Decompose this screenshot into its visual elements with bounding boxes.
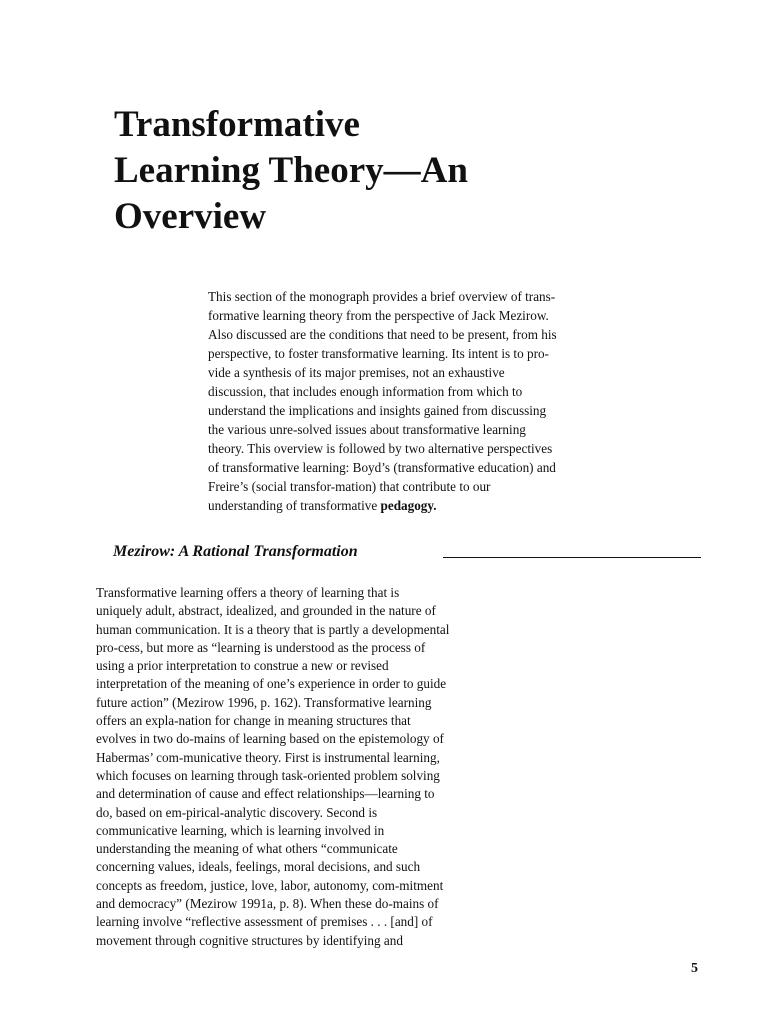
section-heading: Mezirow: A Rational Transformation: [113, 543, 358, 560]
body-line: concepts as freedom, justice, love, labor, autonomy, com-mitment: [96, 877, 444, 893]
body-line: pro-cess, but more as “learning is understood as the process of: [96, 639, 426, 655]
body-line: using a prior interpretation to construe a new or revised: [96, 658, 389, 674]
intro-last-line-text: understanding of transformative: [208, 498, 381, 513]
body-line: learning involve “reflective assessment of premises . . . [and] of: [96, 914, 433, 930]
intro-line: vide a synthesis of its major premises, not an exhaustive: [208, 365, 505, 380]
body-line: offers an expla-nation for change in meaning structures that: [96, 713, 411, 729]
intro-line: of transformative learning: Boyd’s (transformative education) and: [208, 460, 556, 475]
body-line: Habermas’ com-municative theory. First is instrumental learning,: [96, 749, 440, 765]
body-line: uniquely adult, abstract, idealized, and grounded in the nature of: [96, 603, 436, 619]
intro-line: discussion, that includes enough information from which to: [208, 384, 523, 399]
section-rule: [443, 557, 701, 558]
intro-line: Also discussed are the conditions that need to be present, from his: [208, 327, 557, 342]
intro-line: This section of the monograph provides a brief overview of trans-: [208, 289, 556, 304]
intro-line: Freire’s (social transfor-mation) that contribute to our: [208, 479, 491, 494]
title-line: Overview: [114, 196, 267, 237]
body-line: movement through cognitive structures by identifying and: [96, 932, 403, 948]
page-title: [114, 102, 594, 240]
body-line: concerning values, ideals, feelings, moral decisions, and such: [96, 859, 421, 875]
intro-line: formative learning theory from the perspective of Jack Mezirow.: [208, 308, 549, 323]
body-line: communicative learning, which is learning involved in: [96, 822, 385, 838]
body-line: and democracy” (Mezirow 1991a, p. 8). When these do-mains of: [96, 896, 439, 912]
title-line: Transformative: [114, 104, 360, 145]
body-line: and determination of cause and effect relationships—learning to: [96, 786, 435, 802]
body-line: human communication. It is a theory that is partly a developmental: [96, 621, 450, 637]
body-line: understanding the meaning of what others “communicate: [96, 841, 398, 857]
intro-line: theory. This overview is followed by two alternative perspectives: [208, 441, 553, 456]
intro-paragraph: [208, 287, 628, 515]
intro-line: understand the implications and insights gained from discussing: [208, 403, 547, 418]
body-line: Transformative learning offers a theory of learning that is: [96, 585, 400, 600]
page-number: 5: [691, 961, 698, 976]
body-paragraph: [96, 584, 516, 950]
title-line: Learning Theory—An: [114, 150, 468, 191]
body-line: evolves in two do-mains of learning based on the epistemology of: [96, 731, 444, 747]
intro-line: perspective, to foster transformative learning. Its intent is to pro-: [208, 346, 549, 361]
body-line: which focuses on learning through task-oriented problem solving: [96, 767, 440, 783]
intro-last-line: [208, 496, 628, 515]
intro-line: the various unre-solved issues about transformative learning: [208, 422, 526, 437]
body-line: interpretation of the meaning of one’s experience in order to guide: [96, 676, 447, 692]
intro-bold-term: pedagogy.: [380, 498, 437, 513]
body-line: do, based on em-pirical-analytic discovery. Second is: [96, 804, 378, 820]
body-line: future action” (Mezirow 1996, p. 162). Transformative learning: [96, 694, 432, 710]
